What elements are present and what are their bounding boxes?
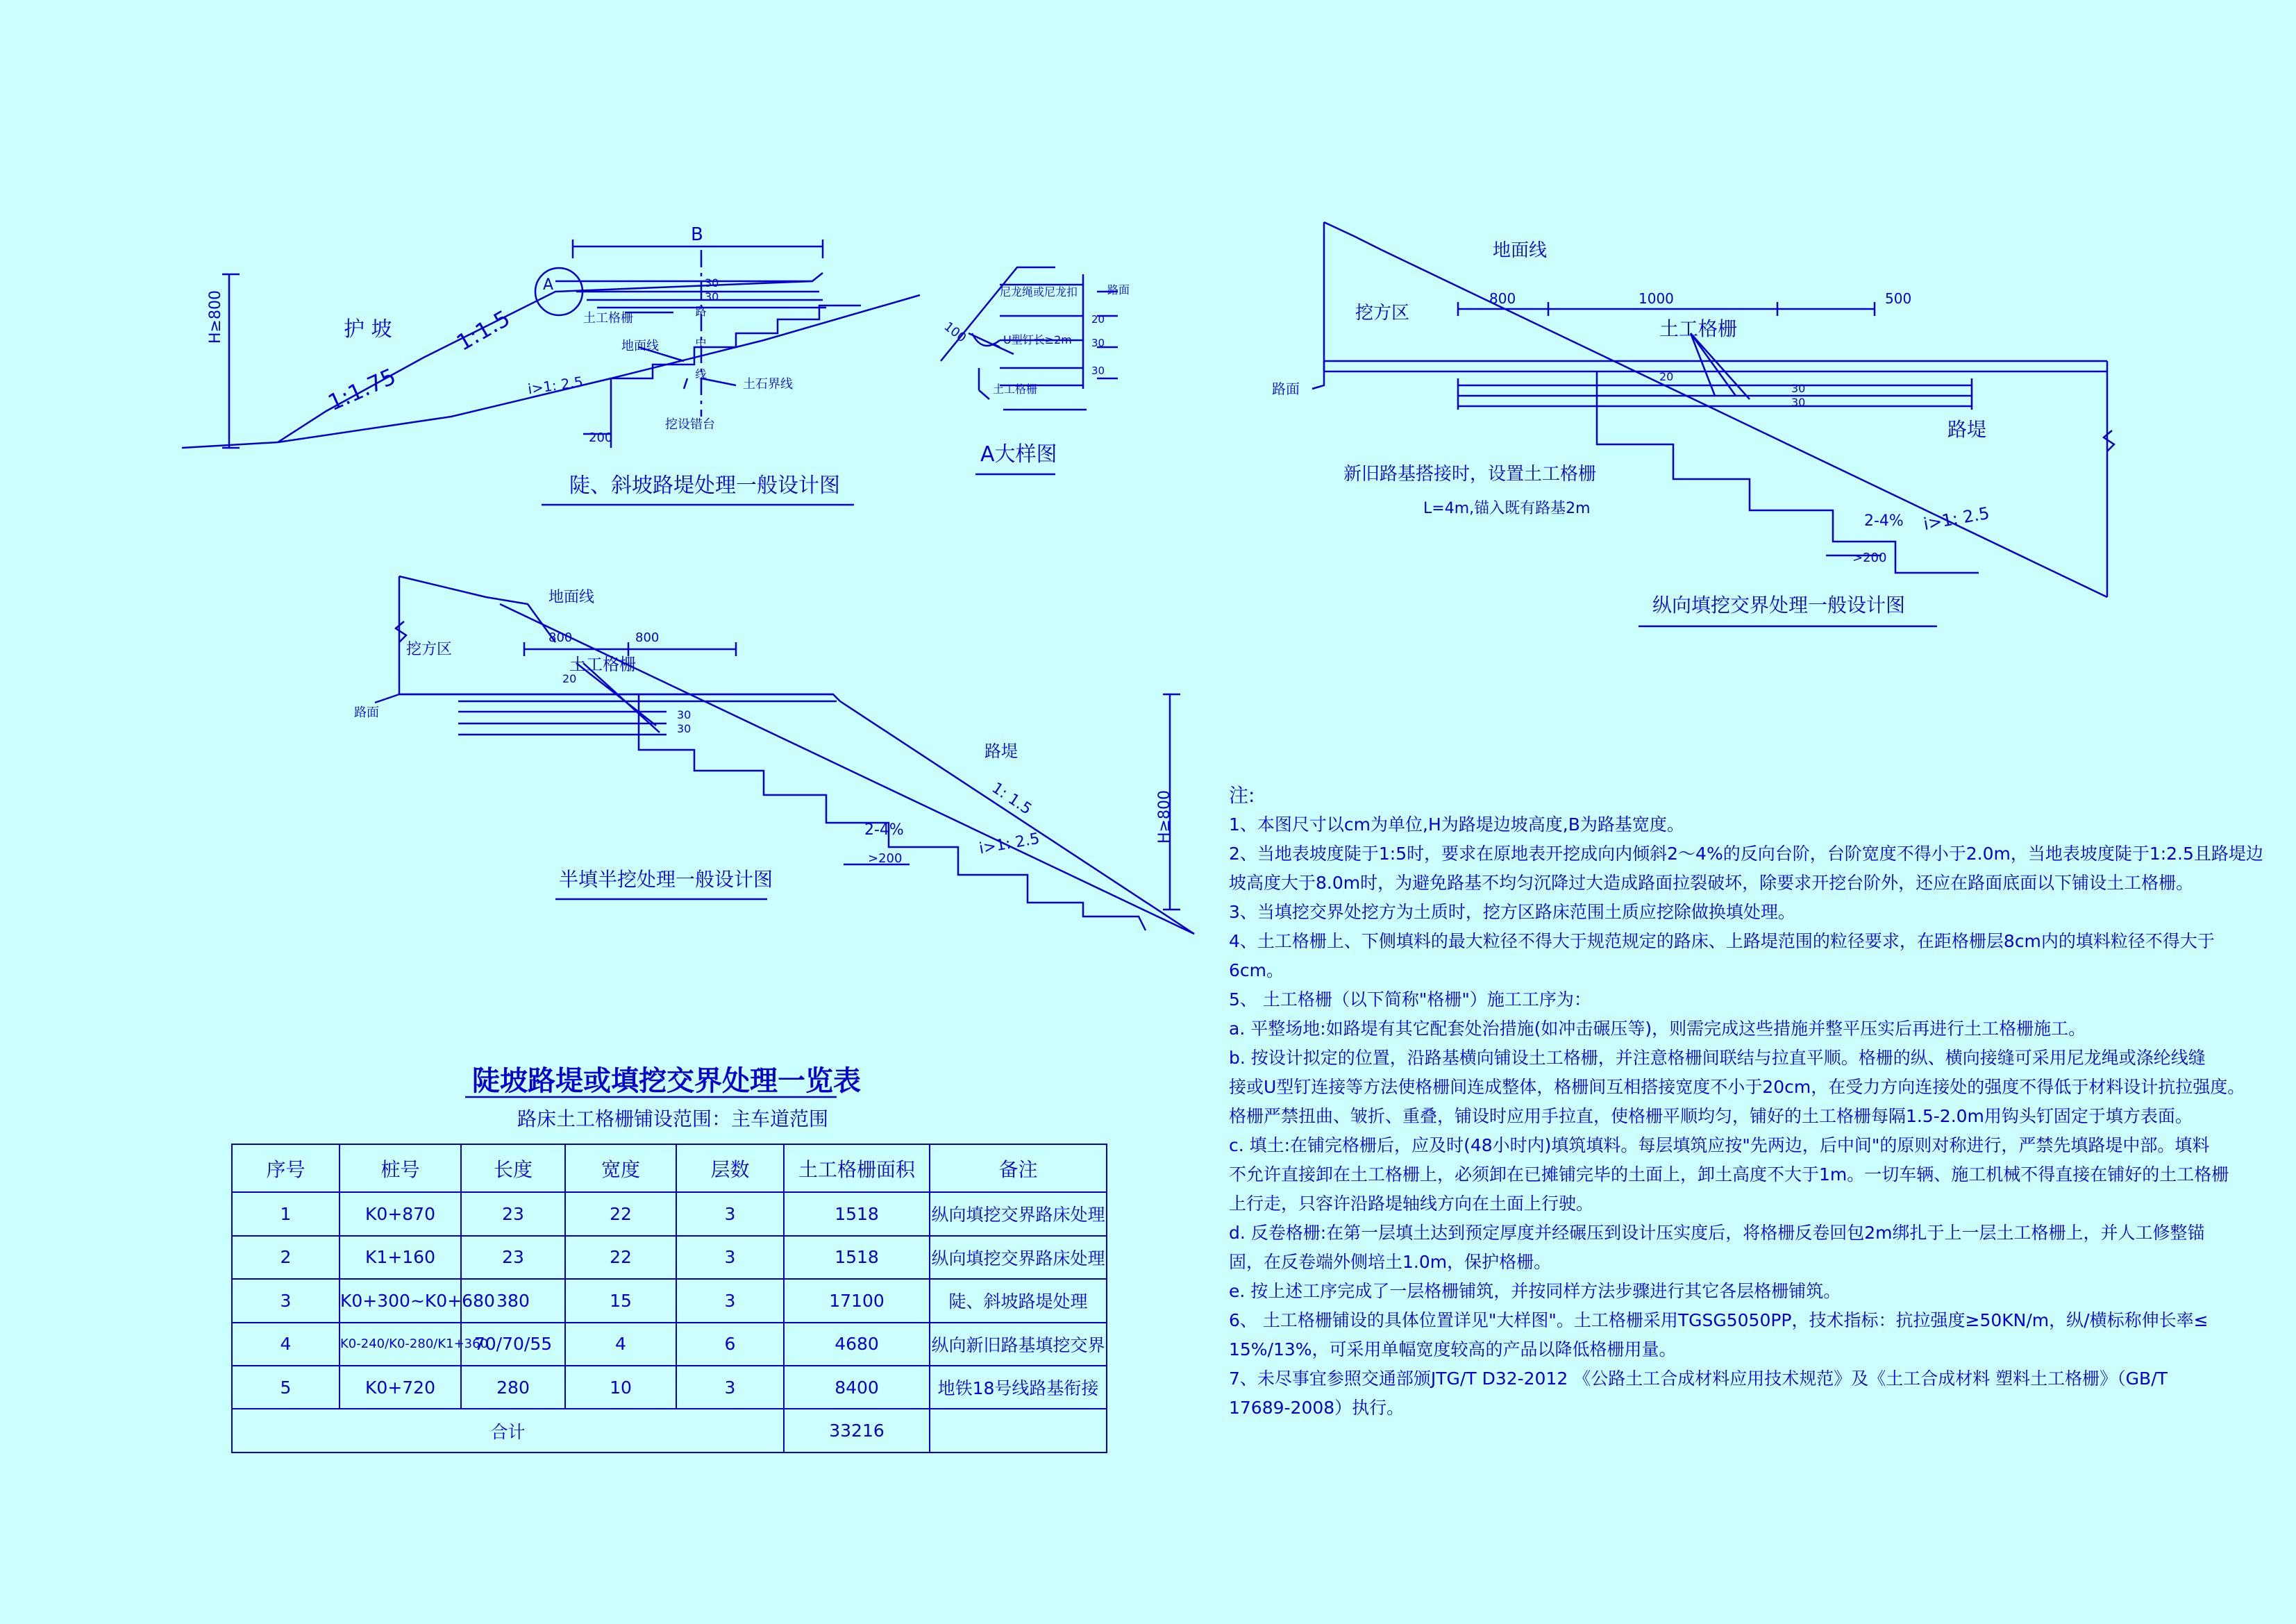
note-line: 格栅严禁扭曲、皱折、重叠，铺设时应用手拉直，使格栅平顺均匀，铺好的土工格栅每隔1.5-2.0m用钩头钉固定于填方表面。 [1229,1106,2193,1126]
cell [930,1409,1107,1453]
note-line: 不允许直接卸在土工格栅上，必须卸在已摊铺完毕的土面上，卸土高度不大于1m。一切车辆、施工机械不得直接在铺好的土工格栅 [1229,1164,2229,1184]
label-gradient-2: 2-4% [1864,512,1904,530]
label-road-surface-2: 路面 [1272,380,1300,397]
note-line: b. 按设计拟定的位置，沿路基横向铺设土工格栅，并注意格栅间联结与拉直平顺。格栅的纵、横向接缝可采用尼龙绳或涤纶线缝 [1229,1048,2206,1068]
diagram-longitudinal [1312,222,2114,626]
label-cut-zone: 挖方区 [406,641,453,658]
label-geogrid-a: 土工格栅 [993,383,1038,396]
th-remark: 备注 [930,1144,1107,1192]
cell: 70/70/55 [461,1323,565,1366]
cell: 3 [676,1279,784,1322]
cell: 380 [461,1279,565,1322]
label-800-long: 800 [1489,290,1516,307]
cell: K0+300~K0+680 [340,1279,461,1322]
cell: 10 [565,1366,676,1409]
note-line: 5、 土工格栅（以下简称"格栅"）施工工序为： [1229,989,1591,1010]
ground-line [182,295,920,448]
label-30b-3: 30 [1791,396,1806,409]
cell: 15 [565,1279,676,1322]
note-line: 6cm。 [1229,960,1284,980]
cell: 3 [676,1236,784,1279]
cell: K0+870 [340,1192,461,1235]
notes-head: 注: [1229,784,1255,807]
cell: K0+720 [340,1366,461,1409]
cell: 6 [676,1323,784,1366]
cell: 1518 [784,1192,930,1235]
label-title-half: 半填半挖处理一般设计图 [559,868,773,891]
label-center-line: 路 中 线 [694,305,707,388]
notes-block [1229,781,2263,1423]
th-index: 序号 [232,1144,340,1192]
label-title-a: A大样图 [980,442,1057,467]
th-area: 土工格栅面积 [784,1144,930,1192]
cell: 23 [461,1192,565,1235]
th-layers: 层数 [676,1144,784,1192]
note-line: a. 平整场地:如路堤有其它配套处治措施(如冲击碾压等)，则需完成这些措施并整平压实后再进行土工格栅施工。 [1229,1019,2086,1039]
label-1000: 1000 [1639,290,1674,307]
label-u-nail: U型钉长≥2m [1003,333,1072,346]
label-embankment: 路堤 [984,742,1018,761]
label-i-ratio-2: i>1: 2.5 [978,830,1041,858]
cell: 陡、斜坡路堤处理 [930,1279,1107,1322]
label-30a-2: 30 [677,708,692,721]
cell: 5 [232,1366,340,1409]
cell: 22 [565,1236,676,1279]
cell: 4680 [784,1323,930,1366]
note-line: 1、本图尺寸以cm为单位,H为路堤边坡高度,B为路基宽度。 [1229,814,1684,835]
table-title: 陡坡路堤或填挖交界处理一览表 [472,1064,861,1097]
note-line: 接或U型钉连接等方法使格栅间连成整体，格栅间互相搭接宽度不小于20cm，在受力方向连接处的强度不得低于材料设计抗拉强度。 [1229,1077,2245,1097]
cell: 1518 [784,1236,930,1279]
label-30a: 30 [705,276,719,290]
label-200: 200 [589,430,613,445]
cell: 3 [676,1366,784,1409]
label-800a: 800 [548,630,573,645]
cell: 8400 [784,1366,930,1409]
label-embankment-2: 路堤 [1947,418,1987,441]
label-200-3: >200 [1852,551,1887,565]
label-20-2: 20 [562,672,577,685]
note-line: 7、未尽事宜参照交通部颁JTG/T D32-2012 《公路土工合成材料应用技术规范》及《土工合成材料 塑料土工格栅》（GB/T [1229,1368,2168,1389]
total-label: 合计 [232,1409,784,1453]
label-200-2: >200 [868,851,903,866]
label-30b: 30 [705,290,719,303]
label-30a-3: 30 [1791,382,1806,395]
cell: K0-240/K0-280/K1+360 [340,1323,461,1366]
label-gradient: 2-4% [864,821,904,839]
note-line: e. 按上述工序完成了一层格栅铺筑，并按同样方法步骤进行其它各层格栅铺筑。 [1229,1281,1841,1301]
note-line: 17689-2008）执行。 [1229,1398,1405,1418]
label-i-ratio-3: i>1: 2.5 [1922,503,1991,535]
embankment-slope [278,273,823,445]
label-30b-2: 30 [677,722,692,735]
dig-steps [1597,371,1979,573]
table-row [232,1279,1107,1322]
label-ratio-15: 1:1.5 [451,305,515,356]
cell: 3 [232,1279,340,1322]
label-500: 500 [1885,290,1912,307]
label-slope-15: 1: 1.5 [988,779,1035,819]
note-line: d. 反卷格栅:在第一层填土达到预定厚度并经碾压到设计压实度后，将格栅反卷回包2m绑扎于上一层土工格栅上，并人工修整锚 [1229,1223,2205,1243]
label-dig-step: 挖设错台 [665,417,715,432]
table-header-row [232,1144,1107,1192]
note-line: 15%/13%，可采用单幅宽度较高的产品以降低格栅用量。 [1229,1339,1677,1359]
th-width: 宽度 [565,1144,676,1192]
label-title-long: 纵向填挖交界处理一般设计图 [1652,594,1906,617]
table-subtitle: 路床土工格栅铺设范围：主车道范围 [517,1107,829,1130]
label-cut-zone-2: 挖方区 [1355,303,1410,324]
note-line: 6、 土工格栅铺设的具体位置详见"大样图"。土工格栅采用TGSG5050PP，技术指标：抗拉强度≥50KN/m，纵/横标称伸长率≤ [1229,1310,2209,1330]
label-geogrid: 土工格栅 [583,311,633,326]
label-H: H≥800 [207,290,224,344]
cell: 纵向填挖交界路床处理 [930,1192,1107,1235]
cell: 22 [565,1192,676,1235]
note-line: 上行走，只容许沿路堤轴线方向在土面上行驶。 [1229,1194,1594,1214]
note-line: 3、当填挖交界处挖方为土质时，挖方区路床范围土质应挖除做换填处理。 [1229,902,1795,922]
label-geogrid-2: 土工格栅 [569,655,636,674]
dig-steps [639,694,1146,930]
label-800b: 800 [635,630,660,645]
cell: 4 [565,1323,676,1366]
note-line: 4、土工格栅上、下侧填料的最大粒径不得大于规范规定的路床、上路堤范围的粒径要求，在距格栅层8cm内的填料粒径不得大于 [1229,931,2215,951]
label-road-top: 路面 [1107,283,1130,296]
th-length: 长度 [461,1144,565,1192]
cell: 17100 [784,1279,930,1322]
th-station: 桩号 [340,1144,461,1192]
table-row [232,1192,1107,1235]
label-i-ratio: i>1: 2.5 [526,373,585,398]
label-slope-protect: 护 坡 [344,317,392,342]
label-30b-a: 30 [1091,365,1105,377]
label-ratio-175: 1:1.75 [324,362,400,417]
label-A: A [543,276,554,294]
label-soil-rock: 土石界线 [743,377,793,392]
note-line: c. 填土:在铺完格栅后，应及时(48小时内)填筑填料。每层填筑应按"先两边，后中间"的原则对称进行，严禁先填路堤中部。填料 [1229,1135,2210,1155]
note-line: 2、当地表坡度陡于1:5时，要求在原地表开挖成向内倾斜2～4%的反向台阶，台阶宽度不得小于2.0m，当地表坡度陡于1:2.5且路堤边 [1229,844,2263,864]
label-road-surface: 路面 [354,705,379,720]
label-note2: L=4m,锚入既有路基2m [1423,500,1591,517]
cell: 地铁18号线路基衔接 [930,1366,1107,1409]
summary-table [231,1144,1106,1453]
cell: 纵向填挖交界路床处理 [930,1236,1107,1279]
label-ground-line-2: 地面线 [548,589,595,606]
cell: 3 [676,1192,784,1235]
label-nylon: 尼龙绳或尼龙扣 [1000,285,1078,299]
diagram-half-fill [375,576,1194,934]
label-30a-a: 30 [1091,337,1105,349]
label-H-2: H≥800 [1156,790,1173,844]
label-ground-line-3: 地面线 [1493,240,1548,261]
table-row [232,1366,1107,1409]
label-ground-line: 地面线 [621,339,659,353]
table-row [232,1323,1107,1366]
label-geogrid-3: 土工格栅 [1659,317,1738,340]
cell: 23 [461,1236,565,1279]
cell: 1 [232,1192,340,1235]
cell: 纵向新旧路基填挖交界 [930,1323,1107,1366]
table-total-row [232,1409,1107,1453]
fill-slope [840,701,1194,934]
note-line: 坡高度大于8.0m时，为避免路基不均匀沉降过大造成路面拉裂破坏，除要求开挖台阶外，还应在路面底面以下铺设土工格栅。 [1229,873,2194,893]
cell: 4 [232,1323,340,1366]
label-100: 100 [941,319,969,346]
total-value: 33216 [784,1409,930,1453]
label-20-3: 20 [1659,370,1674,383]
label-B: B [691,224,703,245]
cell: 280 [461,1366,565,1409]
label-20-a: 20 [1091,313,1105,326]
note-line: 固，在反卷端外侧培土1.0m，保护格栅。 [1229,1252,1552,1272]
table-row [232,1236,1107,1279]
cell: 2 [232,1236,340,1279]
cell: K1+160 [340,1236,461,1279]
label-title-steep: 陡、斜坡路堤处理一般设计图 [569,474,840,498]
label-note1: 新旧路基搭接时，设置土工格栅 [1343,464,1597,485]
